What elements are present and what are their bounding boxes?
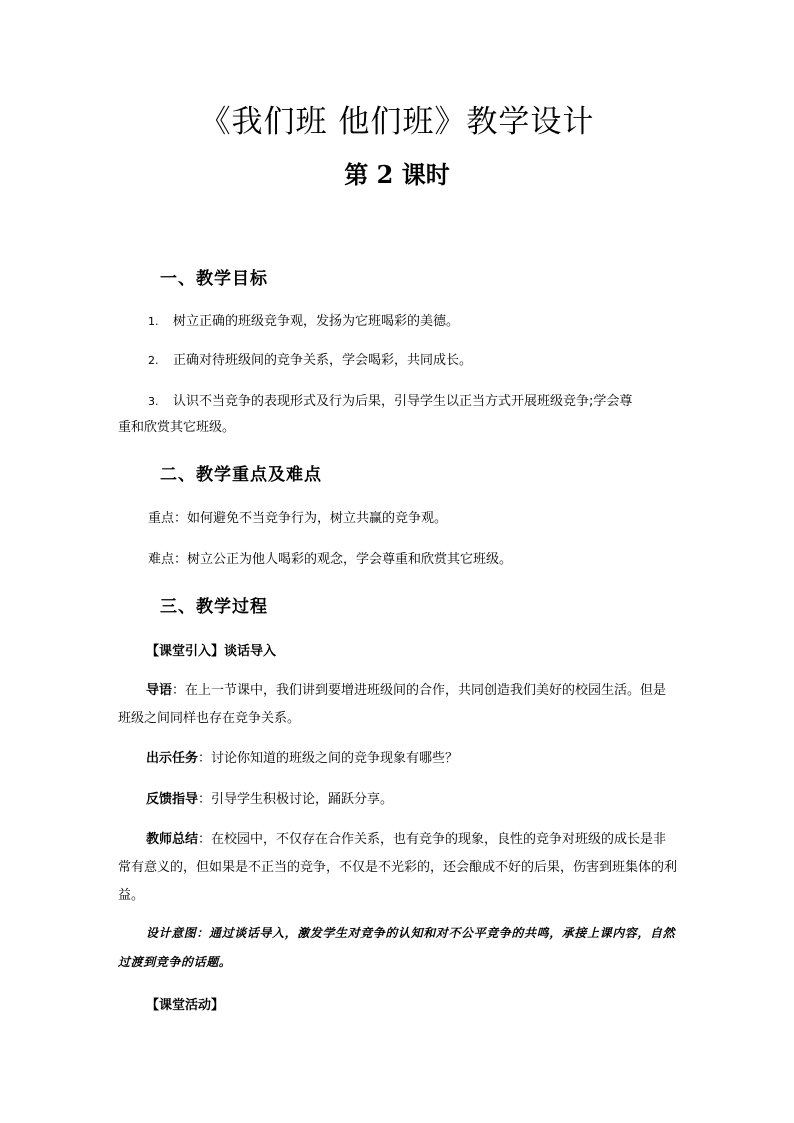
section-heading-objectives: 一、教学目标 (160, 269, 268, 289)
design-intent-text: 设计意图：通过谈话导入，激发学生对竞争的认知和对不公平竞争的共鸣，承接上课内容，自然过渡到竞争的话题。 (118, 926, 676, 969)
difficult-point: 难点：树立公正为他人喝彩的观念，学会尊重和欣赏其它班级。 (148, 552, 513, 567)
design-intent-note (118, 919, 680, 977)
summary-label: 教师总结 (146, 832, 199, 847)
section-heading-key-points: 二、教学重点及难点 (160, 465, 322, 485)
task-text: ：讨论你知道的班级之间的竞争现象有哪些？ (198, 751, 459, 766)
key-point: 重点：如何避免不当竞争行为，树立共赢的竞争观。 (148, 511, 448, 526)
guide-label: 导语 (146, 683, 173, 698)
section-heading-process: 三、教学过程 (160, 597, 268, 617)
objective-text: 正确对待班级间的竞争关系，学会喝彩，共同成长。 (173, 353, 473, 368)
objective-number: 2. (148, 354, 159, 367)
summary-paragraph (118, 826, 678, 910)
objective-item-3-continued: 重和欣赏其它班级。 (118, 420, 236, 435)
intro-title: 谈话导入 (224, 644, 277, 659)
objective-item-2 (148, 351, 472, 371)
objective-item-1 (148, 312, 459, 332)
feedback-text: ：引导学生积极讨论，踊跃分享。 (198, 792, 394, 807)
feedback-label: 反馈指导 (146, 792, 199, 807)
feedback-paragraph (118, 786, 678, 814)
summary-text: ：在校园中，不仅存在合作关系，也有竞争的现象，良性的竞争对班级的成长是非常有意义的，但如果是不正当的竞争，不仅是不光彩的，还会酿成不好的后果，伤害到班集体的利益。 (118, 832, 678, 903)
task-label: 出示任务 (146, 751, 199, 766)
objective-number: 3. (148, 395, 159, 408)
objective-item-3 (148, 392, 632, 412)
lesson-subtitle: 第 2 课时 (344, 160, 450, 189)
intro-tag: 【课堂引入】 (146, 644, 225, 659)
document-title: 《我们班 他们班》教学设计 (199, 104, 595, 140)
objective-text: 认识不当竞争的表现形式及行为后果，引导学生以正当方式开展班级竞争;学会尊 (173, 394, 633, 409)
intro-heading (146, 640, 276, 659)
objective-number: 1. (148, 315, 159, 328)
activity-heading: 【课堂活动】 (146, 998, 225, 1013)
objective-text: 树立正确的班级竞争观，发扬为它班喝彩的美德。 (173, 314, 460, 329)
task-paragraph (118, 745, 678, 773)
guide-text: ：在上一节课中，我们讲到要增进班级间的合作，共同创造我们美好的校园生活。但是班级之间同样也存在竞争关系。 (118, 683, 667, 726)
guide-paragraph (118, 677, 678, 733)
